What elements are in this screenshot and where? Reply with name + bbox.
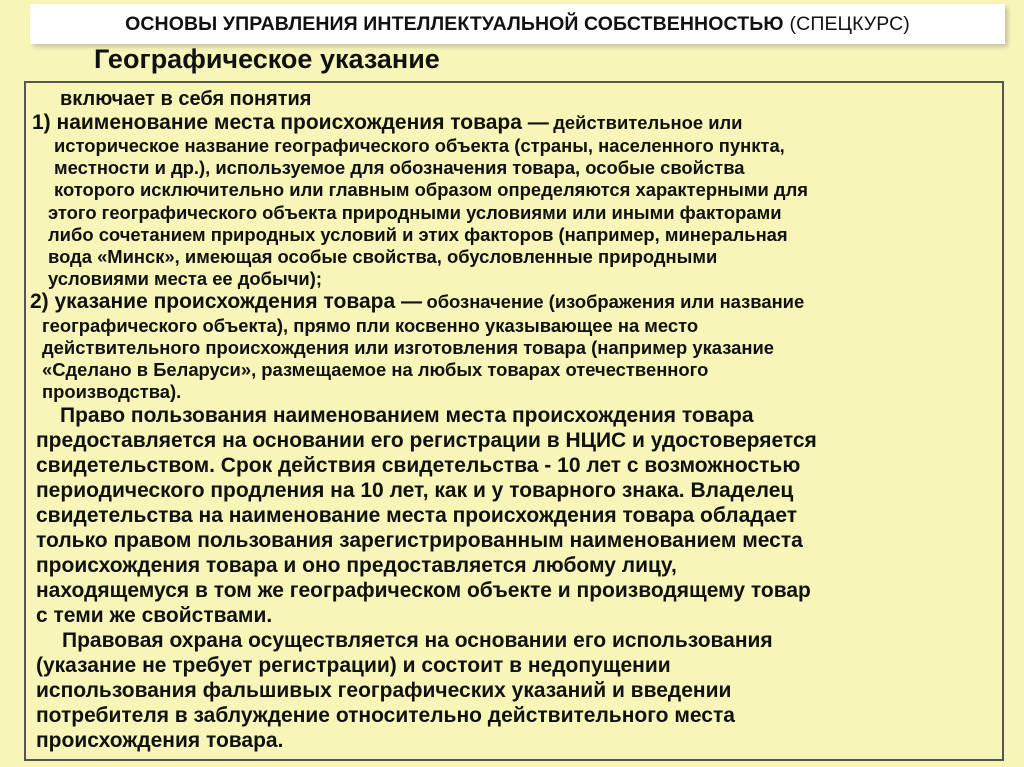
- paragraph-1-line: происхождения товара и оно предоставляется любому лицу,: [36, 554, 677, 577]
- item-1-line: историческое название географического объекта (страны, населенного пункта,: [54, 135, 785, 156]
- paragraph-1-line: только правом пользования зарегистрированным наименованием места: [36, 529, 803, 552]
- slide-title: Географическое указание: [94, 44, 440, 74]
- item-2-line: действительного происхождения или изготовления товара (например указание: [42, 337, 775, 358]
- content-box: [24, 81, 1004, 761]
- paragraph-2-line: происхождения товара.: [36, 729, 284, 752]
- item-2-line: обозначение (изображения или название: [426, 291, 805, 312]
- item-2-line: «Сделано в Беларуси», размещаемое на любых товарах отечественного: [42, 359, 709, 380]
- item-1-line: действительное или: [553, 112, 743, 133]
- item-2-first-line: [30, 290, 804, 314]
- course-note: (СПЕЦКУРС): [789, 12, 910, 35]
- item-2-term: 2) указание происхождения товара —: [30, 290, 423, 313]
- paragraph-1-line: предоставляется на основании его регистрации в НЦИС и удостоверяется: [36, 429, 817, 452]
- item-1-term: 1) наименование места происхождения товара —: [32, 111, 549, 134]
- paragraph-1-line: свидетельства на наименование места происхождения товара обладает: [36, 504, 798, 527]
- paragraph-1-line: периодического продления на 10 лет, как и у товарного знака. Владелец: [36, 479, 794, 502]
- paragraph-2-line: использования фальшивых географических указаний и введении: [36, 679, 732, 702]
- item-1-line: условиями места ее добычи);: [48, 268, 322, 289]
- item-1-line: либо сочетанием природных условий и этих факторов (например, минеральная: [48, 224, 788, 245]
- paragraph-1-line: Право пользования наименованием места происхождения товара: [60, 404, 754, 427]
- item-2-line: производства).: [42, 381, 182, 402]
- course-header: [30, 4, 1005, 44]
- item-1-line: местности и др.), используемое для обозначения товара, особые свойства: [54, 157, 745, 178]
- paragraph-1-line: с теми же свойствами.: [36, 604, 273, 627]
- item-1-line: этого географического объекта природными условиями или иными факторами: [48, 202, 782, 223]
- paragraph-2-line: Правовая охрана осуществляется на основании его использования: [62, 629, 773, 652]
- paragraph-1-line: свидетельством. Срок действия свидетельства - 10 лет с возможностью: [36, 454, 801, 477]
- paragraph-2-line: потребителя в заблуждение относительно действительного места: [36, 704, 735, 727]
- item-2-line: географического объекта), прямо пли косвенно указывающее на место: [42, 315, 699, 336]
- paragraph-2-line: (указание не требует регистрации) и состоит в недопущении: [36, 654, 671, 677]
- paragraph-1-line: находящемуся в том же географическом объекте и производящему товар: [36, 579, 811, 602]
- item-1-line: которого исключительно или главным образом определяются характерными для: [54, 179, 808, 200]
- item-1-line: вода «Минск», имеющая особые свойства, обусловленные природными: [48, 246, 718, 267]
- course-title: ОСНОВЫ УПРАВЛЕНИЯ ИНТЕЛЛЕКТУАЛЬНОЙ СОБСТВЕННОСТЬЮ: [125, 12, 784, 35]
- intro-line: включает в себя понятия: [60, 88, 312, 110]
- item-1-first-line: [32, 111, 742, 135]
